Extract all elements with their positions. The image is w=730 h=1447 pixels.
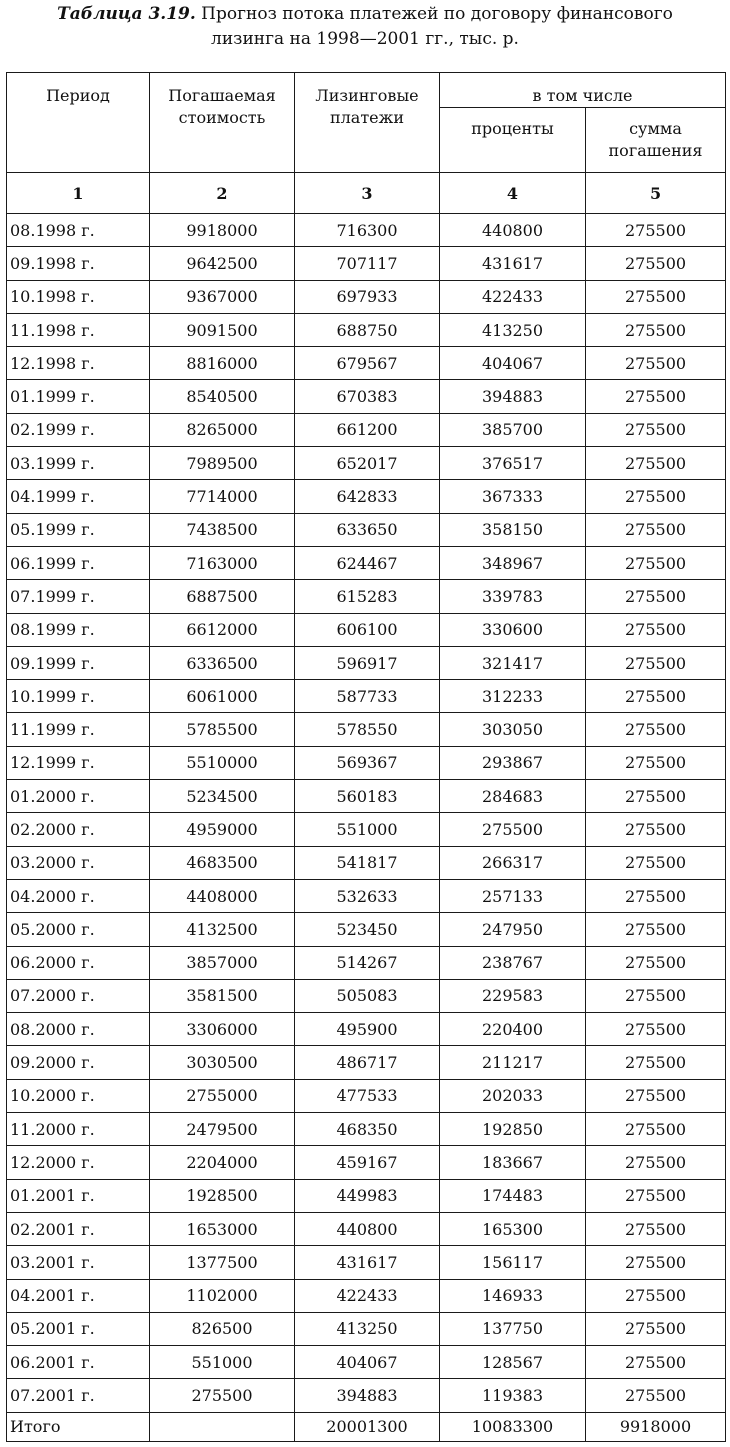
row-interest: 229583 [440,979,586,1012]
row-amortized-cost: 3857000 [150,946,295,979]
row-period: 01.2000 г. [7,780,150,813]
row-repayment: 275500 [586,1279,726,1312]
row-interest: 321417 [440,646,586,679]
row-amortized-cost: 1928500 [150,1179,295,1212]
table-body [7,173,726,1413]
column-number: 1 [7,173,150,214]
row-amortized-cost: 8265000 [150,413,295,446]
table-row [7,979,726,1012]
row-interest: 284683 [440,780,586,813]
row-amortized-cost: 4683500 [150,846,295,879]
row-amortized-cost: 9918000 [150,214,295,247]
row-interest: 238767 [440,946,586,979]
row-amortized-cost: 9091500 [150,313,295,346]
header-lease-payments: Лизинговые платежи [295,73,440,173]
row-repayment: 275500 [586,447,726,480]
row-repayment: 275500 [586,780,726,813]
row-amortized-cost: 1653000 [150,1212,295,1245]
table-row [7,1079,726,1112]
row-amortized-cost: 5785500 [150,713,295,746]
row-lease-payment: 670383 [295,380,440,413]
row-repayment: 275500 [586,347,726,380]
row-period: 11.1999 г. [7,713,150,746]
row-repayment: 275500 [586,713,726,746]
row-amortized-cost: 9642500 [150,247,295,280]
table-row [7,347,726,380]
row-repayment: 275500 [586,480,726,513]
row-repayment: 275500 [586,913,726,946]
row-lease-payment: 505083 [295,979,440,1012]
row-lease-payment: 716300 [295,214,440,247]
row-amortized-cost: 826500 [150,1312,295,1345]
row-interest: 220400 [440,1013,586,1046]
row-interest: 137750 [440,1312,586,1345]
row-period: 07.1999 г. [7,580,150,613]
table-row [7,1212,726,1245]
table-row [7,480,726,513]
row-lease-payment: 624467 [295,546,440,579]
row-interest: 266317 [440,846,586,879]
row-repayment: 275500 [586,214,726,247]
row-repayment: 275500 [586,846,726,879]
row-interest: 440800 [440,214,586,247]
row-lease-payment: 615283 [295,580,440,613]
row-interest: 404067 [440,347,586,380]
row-lease-payment: 587733 [295,680,440,713]
row-amortized-cost: 551000 [150,1346,295,1379]
row-repayment: 275500 [586,413,726,446]
row-amortized-cost: 5234500 [150,780,295,813]
table-row [7,913,726,946]
row-lease-payment: 468350 [295,1113,440,1146]
row-repayment: 275500 [586,546,726,579]
row-interest: 275500 [440,813,586,846]
row-period: 04.2000 г. [7,879,150,912]
row-repayment: 275500 [586,1113,726,1146]
row-period: 10.2000 г. [7,1079,150,1112]
row-interest: 348967 [440,546,586,579]
header-interest: проценты [440,108,586,173]
table-row [7,1312,726,1345]
row-repayment: 275500 [586,1379,726,1412]
row-period: 02.1999 г. [7,413,150,446]
row-lease-payment: 514267 [295,946,440,979]
column-number: 2 [150,173,295,214]
row-amortized-cost: 9367000 [150,280,295,313]
row-period: 03.2001 г. [7,1246,150,1279]
row-lease-payment: 560183 [295,780,440,813]
table-row [7,447,726,480]
row-amortized-cost: 4408000 [150,879,295,912]
row-amortized-cost: 7714000 [150,480,295,513]
row-lease-payment: 569367 [295,746,440,779]
row-lease-payment: 422433 [295,1279,440,1312]
row-period: 06.1999 г. [7,546,150,579]
table-row [7,1046,726,1079]
total-interest: 10083300 [440,1412,586,1441]
row-amortized-cost: 4959000 [150,813,295,846]
row-amortized-cost: 3306000 [150,1013,295,1046]
row-interest: 183667 [440,1146,586,1179]
row-period: 03.1999 г. [7,447,150,480]
row-lease-payment: 431617 [295,1246,440,1279]
row-period: 10.1999 г. [7,680,150,713]
row-interest: 192850 [440,1113,586,1146]
row-period: 01.1999 г. [7,380,150,413]
table-row [7,846,726,879]
row-period: 07.2001 г. [7,1379,150,1412]
row-amortized-cost: 6336500 [150,646,295,679]
row-interest: 174483 [440,1179,586,1212]
column-number-row [7,173,726,214]
caption-title-part1: Прогноз потока платежей по договору финансового [195,4,673,24]
row-repayment: 275500 [586,1013,726,1046]
table-row [7,1179,726,1212]
column-number: 4 [440,173,586,214]
row-period: 09.1999 г. [7,646,150,679]
table-row [7,1146,726,1179]
row-repayment: 275500 [586,746,726,779]
row-lease-payment: 578550 [295,713,440,746]
row-interest: 312233 [440,680,586,713]
row-period: 04.1999 г. [7,480,150,513]
caption-label: Таблица 3.19. [57,4,196,24]
row-period: 08.1999 г. [7,613,150,646]
row-interest: 413250 [440,313,586,346]
caption-line-2: лизинга на 1998—2001 гг., тыс. р. [211,29,519,49]
row-lease-payment: 633650 [295,513,440,546]
row-lease-payment: 449983 [295,1179,440,1212]
header-repayment: сумма погашения [586,108,726,173]
row-interest: 247950 [440,913,586,946]
column-number: 5 [586,173,726,214]
row-period: 12.1998 г. [7,347,150,380]
table-row [7,879,726,912]
table-row [7,1346,726,1379]
row-interest: 367333 [440,480,586,513]
row-period: 04.2001 г. [7,1279,150,1312]
row-lease-payment: 541817 [295,846,440,879]
row-interest: 330600 [440,613,586,646]
row-repayment: 275500 [586,513,726,546]
row-amortized-cost: 8816000 [150,347,295,380]
row-interest: 358150 [440,513,586,546]
row-amortized-cost: 2479500 [150,1113,295,1146]
row-amortized-cost: 6612000 [150,613,295,646]
row-interest: 146933 [440,1279,586,1312]
header-group-including: в том числе [440,73,726,108]
row-repayment: 275500 [586,979,726,1012]
row-lease-payment: 477533 [295,1079,440,1112]
row-lease-payment: 486717 [295,1046,440,1079]
row-period: 12.1999 г. [7,746,150,779]
row-repayment: 275500 [586,680,726,713]
row-lease-payment: 596917 [295,646,440,679]
row-period: 11.1998 г. [7,313,150,346]
row-period: 11.2000 г. [7,1113,150,1146]
table-row [7,646,726,679]
table-row [7,380,726,413]
table-row [7,1246,726,1279]
header-period: Период [7,73,150,173]
header-amortized-cost: Погашаемая стоимость [150,73,295,173]
table-row [7,1279,726,1312]
row-amortized-cost: 1102000 [150,1279,295,1312]
caption-line-1 [0,2,730,27]
total-repayment: 9918000 [586,1412,726,1441]
row-period: 06.2001 г. [7,1346,150,1379]
row-period: 08.2000 г. [7,1013,150,1046]
row-period: 06.2000 г. [7,946,150,979]
row-period: 02.2001 г. [7,1212,150,1245]
row-repayment: 275500 [586,1246,726,1279]
row-repayment: 275500 [586,1179,726,1212]
row-repayment: 275500 [586,313,726,346]
row-lease-payment: 661200 [295,413,440,446]
table-row [7,546,726,579]
row-lease-payment: 707117 [295,247,440,280]
row-interest: 303050 [440,713,586,746]
row-period: 07.2000 г. [7,979,150,1012]
table-row [7,613,726,646]
row-amortized-cost: 5510000 [150,746,295,779]
row-lease-payment: 551000 [295,813,440,846]
row-amortized-cost: 7163000 [150,546,295,579]
table-row [7,214,726,247]
table-row [7,280,726,313]
table-row [7,746,726,779]
row-repayment: 275500 [586,1212,726,1245]
row-interest: 202033 [440,1079,586,1112]
row-period: 12.2000 г. [7,1146,150,1179]
row-amortized-cost: 4132500 [150,913,295,946]
row-period: 01.2001 г. [7,1179,150,1212]
table-row [7,813,726,846]
row-interest: 257133 [440,879,586,912]
row-amortized-cost: 1377500 [150,1246,295,1279]
table-row [7,413,726,446]
row-repayment: 275500 [586,580,726,613]
row-amortized-cost: 3581500 [150,979,295,1012]
row-period: 10.1998 г. [7,280,150,313]
row-period: 05.2001 г. [7,1312,150,1345]
row-interest: 376517 [440,447,586,480]
row-amortized-cost: 6887500 [150,580,295,613]
row-amortized-cost: 6061000 [150,680,295,713]
row-period: 05.1999 г. [7,513,150,546]
table-row [7,680,726,713]
row-interest: 431617 [440,247,586,280]
row-lease-payment: 697933 [295,280,440,313]
row-lease-payment: 413250 [295,1312,440,1345]
table-row [7,580,726,613]
row-lease-payment: 495900 [295,1013,440,1046]
row-period: 08.1998 г. [7,214,150,247]
row-repayment: 275500 [586,879,726,912]
row-lease-payment: 642833 [295,480,440,513]
table-row [7,247,726,280]
table-row [7,946,726,979]
row-repayment: 275500 [586,380,726,413]
row-amortized-cost: 2204000 [150,1146,295,1179]
row-interest: 156117 [440,1246,586,1279]
row-period: 05.2000 г. [7,913,150,946]
row-repayment: 275500 [586,280,726,313]
row-repayment: 275500 [586,1312,726,1345]
row-interest: 165300 [440,1212,586,1245]
row-interest: 422433 [440,280,586,313]
row-lease-payment: 404067 [295,1346,440,1379]
row-lease-payment: 459167 [295,1146,440,1179]
row-repayment: 275500 [586,613,726,646]
table-row [7,513,726,546]
table-caption [0,2,730,52]
row-lease-payment: 440800 [295,1212,440,1245]
row-interest: 119383 [440,1379,586,1412]
row-repayment: 275500 [586,1079,726,1112]
table-row [7,713,726,746]
row-period: 09.2000 г. [7,1046,150,1079]
row-lease-payment: 523450 [295,913,440,946]
row-interest: 394883 [440,380,586,413]
total-row [7,1412,726,1441]
row-amortized-cost: 7989500 [150,447,295,480]
table-row [7,1013,726,1046]
row-period: 09.1998 г. [7,247,150,280]
table-row [7,1379,726,1412]
row-repayment: 275500 [586,1046,726,1079]
row-interest: 211217 [440,1046,586,1079]
row-lease-payment: 652017 [295,447,440,480]
row-repayment: 275500 [586,813,726,846]
total-amortized-cost [150,1412,295,1441]
row-amortized-cost: 7438500 [150,513,295,546]
row-period: 02.2000 г. [7,813,150,846]
row-interest: 128567 [440,1346,586,1379]
row-repayment: 275500 [586,946,726,979]
row-interest: 339783 [440,580,586,613]
total-label: Итого [7,1412,150,1441]
row-repayment: 275500 [586,646,726,679]
row-lease-payment: 394883 [295,1379,440,1412]
row-lease-payment: 606100 [295,613,440,646]
row-amortized-cost: 3030500 [150,1046,295,1079]
row-repayment: 275500 [586,1146,726,1179]
row-interest: 385700 [440,413,586,446]
row-interest: 293867 [440,746,586,779]
row-amortized-cost: 275500 [150,1379,295,1412]
row-period: 03.2000 г. [7,846,150,879]
row-lease-payment: 688750 [295,313,440,346]
table-row [7,780,726,813]
row-lease-payment: 532633 [295,879,440,912]
row-amortized-cost: 2755000 [150,1079,295,1112]
total-lease-payments: 20001300 [295,1412,440,1441]
row-lease-payment: 679567 [295,347,440,380]
table-row [7,1113,726,1146]
row-repayment: 275500 [586,247,726,280]
table-row [7,313,726,346]
row-amortized-cost: 8540500 [150,380,295,413]
column-number: 3 [295,173,440,214]
row-repayment: 275500 [586,1346,726,1379]
leasing-payments-table [6,72,726,1442]
